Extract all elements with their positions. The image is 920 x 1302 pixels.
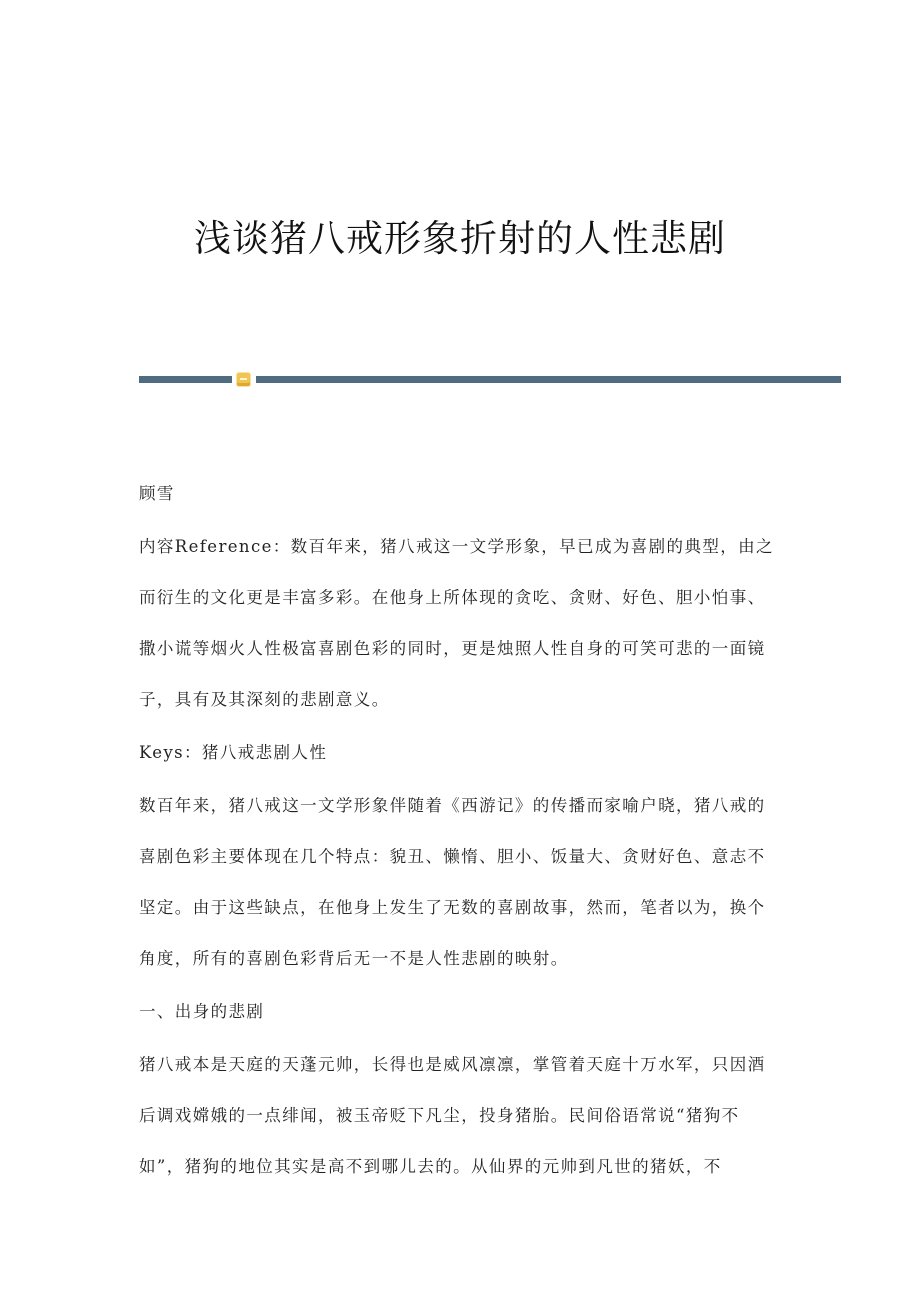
section-paragraph: 猪八戒本是天庭的天蓬元帅，长得也是威风凛凛，掌管着天庭十万水军，只因酒后调戏嫦娥的一点绯闻，被玉帝贬下凡尘，投身猪胎。民间俗语常说“猪狗不如”，猪狗的地位其实是高不到哪儿去的。从仙界的元帅到凡世的猪妖，不 — [139, 1055, 766, 1176]
divider-ornament-icon — [237, 373, 250, 386]
document-title: 浅谈猪八戒形象折射的人性悲剧 — [194, 217, 726, 260]
section-heading: 一、出身的悲剧 — [139, 1002, 265, 1021]
divider-bar-right — [256, 376, 841, 383]
abstract-paragraph: 内容Reference：数百年来，猪八戒这一文学形象，早已成为喜剧的典型，由之而衍生的文化更是丰富多彩。在他身上所体现的贪吃、贪财、好色、胆小怕事、撒小谎等烟火人性极富喜剧色彩的同时，更是烛照人性自身的可笑可悲的一面镜子，具有及其深刻的悲剧意义。 — [139, 537, 774, 709]
divider-bar-left — [139, 376, 232, 383]
author-name: 顾雪 — [139, 484, 175, 503]
title-divider — [139, 373, 841, 386]
document-body — [139, 468, 779, 1194]
intro-paragraph: 数百年来，猪八戒这一文学形象伴随着《西游记》的传播而家喻户晓，猪八戒的喜剧色彩主要体现在几个特点：貌丑、懒惰、胆小、饭量大、贪财好色、意志不坚定。由于这些缺点，在他身上发生了无数的喜剧故事，然而，笔者以为，换个角度，所有的喜剧色彩背后无一不是人性悲剧的映射。 — [139, 796, 766, 968]
keywords-line: Keys：猪八戒悲剧人性 — [139, 743, 328, 762]
